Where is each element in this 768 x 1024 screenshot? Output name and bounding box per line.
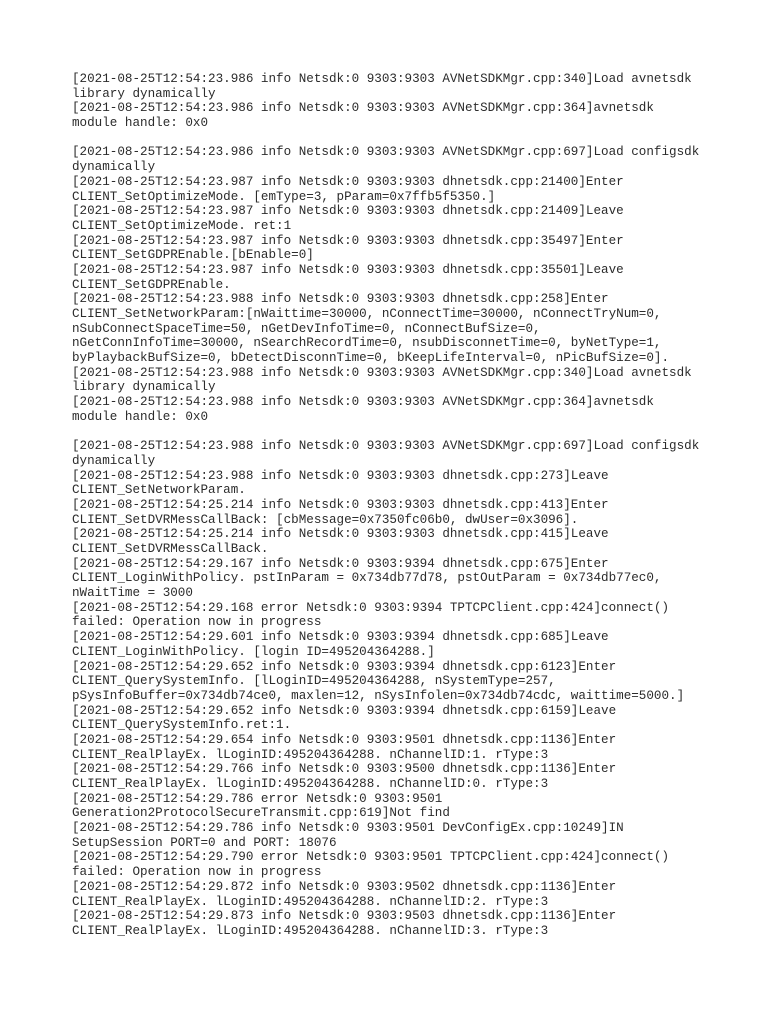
log-line: CLIENT_SetNetworkParam:[nWaittime=30000, nConnectTime=30000, nConnectTryNum=0, xyxy=(72,307,662,321)
log-line: module handle: 0x0 xyxy=(72,409,209,424)
log-line: [2021-08-25T12:54:23.987 info Netsdk:0 9303:9303 dhnetsdk.cpp:35497]Enter xyxy=(72,233,624,248)
log-line: Generation2ProtocolSecureTransmit.cpp:619]Not find xyxy=(72,806,450,821)
log-line xyxy=(72,131,712,146)
log-line: [2021-08-25T12:54:29.652 info Netsdk:0 9303:9394 dhnetsdk.cpp:6123]Enter xyxy=(72,659,617,674)
log-line: [2021-08-25T12:54:29.873 info Netsdk:0 9303:9503 dhnetsdk.cpp:1136]Enter xyxy=(72,909,617,924)
log-line: [2021-08-25T12:54:29.786 info Netsdk:0 9303:9501 DevConfigEx.cpp:10249]IN xyxy=(72,821,624,836)
log-line: [2021-08-25T12:54:29.872 info Netsdk:0 9303:9502 dhnetsdk.cpp:1136]Enter xyxy=(72,879,617,894)
log-line: CLIENT_SetDVRMessCallBack: [cbMessage=0x7350fc06b0, dwUser=0x3096]. xyxy=(72,512,579,527)
log-line: [2021-08-25T12:54:23.988 info Netsdk:0 9303:9303 AVNetSDKMgr.cpp:340]Load avnetsdk xyxy=(72,365,692,380)
log-line: [2021-08-25T12:54:23.988 info Netsdk:0 9303:9303 dhnetsdk.cpp:273]Leave xyxy=(72,468,609,483)
log-line: [2021-08-25T12:54:23.987 info Netsdk:0 9303:9303 dhnetsdk.cpp:35501]Leave xyxy=(72,262,624,277)
log-line: [2021-08-25T12:54:29.168 error Netsdk:0 9303:9394 TPTCPClient.cpp:424]connect() xyxy=(72,600,670,615)
log-line: [2021-08-25T12:54:29.790 error Netsdk:0 9303:9501 TPTCPClient.cpp:424]connect() xyxy=(72,850,670,865)
log-line: CLIENT_LoginWithPolicy. [login ID=495204364288.] xyxy=(72,644,435,659)
log-line: [2021-08-25T12:54:25.214 info Netsdk:0 9303:9303 dhnetsdk.cpp:413]Enter xyxy=(72,497,609,512)
log-text-block xyxy=(72,72,712,939)
log-line: CLIENT_SetGDPREnable.[bEnable=0] xyxy=(72,248,314,263)
log-line: [2021-08-25T12:54:23.988 info Netsdk:0 9303:9303 dhnetsdk.cpp:258]Enter xyxy=(72,292,609,307)
log-line: CLIENT_SetGDPREnable. xyxy=(72,277,231,292)
log-line: CLIENT_RealPlayEx. lLoginID:495204364288. nChannelID:0. rType:3 xyxy=(72,777,549,791)
log-line: [2021-08-25T12:54:23.986 info Netsdk:0 9303:9303 AVNetSDKMgr.cpp:364]avnetsdk xyxy=(72,101,654,116)
log-line: [2021-08-25T12:54:29.766 info Netsdk:0 9303:9500 dhnetsdk.cpp:1136]Enter xyxy=(72,762,617,777)
log-line: CLIENT_RealPlayEx. lLoginID:495204364288. nChannelID:2. rType:3 xyxy=(72,894,549,909)
log-line: [2021-08-25T12:54:23.988 info Netsdk:0 9303:9303 AVNetSDKMgr.cpp:364]avnetsdk xyxy=(72,395,654,410)
log-line: [2021-08-25T12:54:23.986 info Netsdk:0 9303:9303 AVNetSDKMgr.cpp:340]Load avnetsdk xyxy=(72,72,692,86)
log-line: dynamically xyxy=(72,160,156,175)
log-line: pSysInfoBuffer=0x734db74ce0, maxlen=12, nSysInfolen=0x734db74cdc, waittime=5000.] xyxy=(72,688,685,703)
log-line: [2021-08-25T12:54:25.214 info Netsdk:0 9303:9303 dhnetsdk.cpp:415]Leave xyxy=(72,527,609,542)
log-line: [2021-08-25T12:54:23.987 info Netsdk:0 9303:9303 dhnetsdk.cpp:21409]Leave xyxy=(72,204,624,219)
log-line: CLIENT_SetDVRMessCallBack. xyxy=(72,542,269,556)
log-line: byPlaybackBufSize=0, bDetectDisconnTime=0, bKeepLifeInterval=0, nPicBufSize=0]. xyxy=(72,351,670,366)
log-line: CLIENT_SetOptimizeMode. ret:1 xyxy=(72,218,292,233)
log-line: CLIENT_QuerySystemInfo. [lLoginID=495204364288, nSystemType=257, xyxy=(72,674,556,689)
log-line: CLIENT_SetNetworkParam. xyxy=(72,483,246,498)
log-line: SetupSession PORT=0 and PORT: 18076 xyxy=(72,835,337,850)
log-line: library dynamically xyxy=(72,86,216,101)
log-line xyxy=(72,425,712,440)
log-line: nGetConnInfoTime=30000, nSearchRecordTime=0, nsubDisconnetTime=0, byNetType=1, xyxy=(72,336,662,351)
log-line: [2021-08-25T12:54:29.167 info Netsdk:0 9303:9394 dhnetsdk.cpp:675]Enter xyxy=(72,556,609,571)
log-line: CLIENT_LoginWithPolicy. pstInParam = 0x734db77d78, pstOutParam = 0x734db77ec0, xyxy=(72,571,662,586)
log-line: CLIENT_RealPlayEx. lLoginID:495204364288. nChannelID:1. rType:3 xyxy=(72,747,549,762)
log-line: [2021-08-25T12:54:29.786 error Netsdk:0 9303:9501 xyxy=(72,791,443,806)
log-line: [2021-08-25T12:54:23.987 info Netsdk:0 9303:9303 dhnetsdk.cpp:21400]Enter xyxy=(72,174,624,189)
log-document xyxy=(72,72,712,939)
log-line: library dynamically xyxy=(72,380,216,395)
log-line: nWaitTime = 3000 xyxy=(72,586,193,601)
log-line: nSubConnectSpaceTime=50, nGetDevInfoTime=0, nConnectBufSize=0, xyxy=(72,321,541,336)
log-line: CLIENT_RealPlayEx. lLoginID:495204364288. nChannelID:3. rType:3 xyxy=(72,923,549,938)
log-line: dynamically xyxy=(72,453,156,468)
log-line: CLIENT_QuerySystemInfo.ret:1. xyxy=(72,718,292,733)
log-line: module handle: 0x0 xyxy=(72,116,209,131)
log-line: CLIENT_SetOptimizeMode. [emType=3, pParam=0x7ffb5f5350.] xyxy=(72,189,496,204)
log-line: [2021-08-25T12:54:23.988 info Netsdk:0 9303:9303 AVNetSDKMgr.cpp:697]Load configsdk xyxy=(72,439,700,454)
log-line: failed: Operation now in progress xyxy=(72,865,322,880)
log-line: [2021-08-25T12:54:29.601 info Netsdk:0 9303:9394 dhnetsdk.cpp:685]Leave xyxy=(72,630,609,645)
log-line: [2021-08-25T12:54:23.986 info Netsdk:0 9303:9303 AVNetSDKMgr.cpp:697]Load configsdk xyxy=(72,145,700,160)
log-line: [2021-08-25T12:54:29.652 info Netsdk:0 9303:9394 dhnetsdk.cpp:6159]Leave xyxy=(72,703,617,718)
log-line: [2021-08-25T12:54:29.654 info Netsdk:0 9303:9501 dhnetsdk.cpp:1136]Enter xyxy=(72,732,617,747)
log-line: failed: Operation now in progress xyxy=(72,615,322,630)
